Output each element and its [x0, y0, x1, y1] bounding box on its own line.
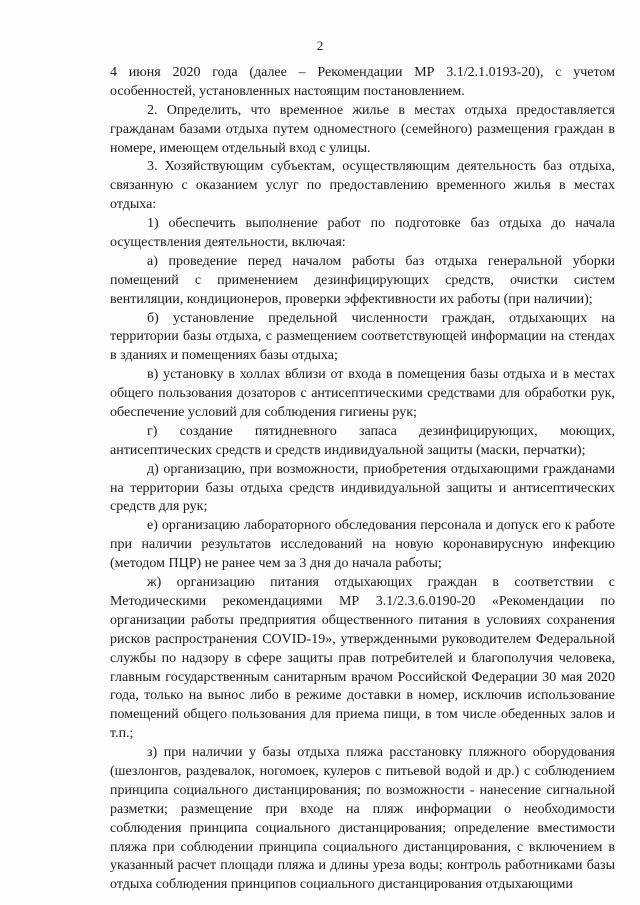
paragraph-subitem-e: е) организацию лабораторного обследования персонала и допуск его к работе при наличии результатов исследований на новую коронавирусную инфекцию (методом ПЦР) не ранее чем за 3 дня до начала работы;: [110, 518, 615, 572]
paragraph-subitem-b: б) установление предельной численности граждан, отдыхающих на территории базы отдыха, с размещением соответствующей информации на стендах в зданиях и помещениях базы отдыха;: [110, 310, 615, 364]
page-number: 2: [316, 38, 324, 53]
paragraph-continuation: 4 июня 2020 года (далее – Рекомендации МР 3.1/2.1.0193-20), с учетом особенностей, установленных настоящим постановлением.: [110, 65, 615, 99]
document-body: [110, 64, 615, 895]
paragraph-subitem-z: з) при наличии у базы отдыха пляжа расстановку пляжного оборудования (шезлонгов, раздевалок, ногомоек, кулеров с питьевой водой и др.) с соблюдением принципа социального дистанцирования; по возможности - нанесение сигнальной разметки; размещение при входе на пляж информации о необходимости соблюдения принципа социального дистанцирования; определение вместимости пляжа при соблюдении принципа социального дистанцирования, с включением в указанный расчет площади пляжа и длины уреза воды; контроль работниками базы отдыха соблюдения принципов социального дистанцирования отдыхающими: [110, 745, 615, 893]
paragraph-subitem-1: 1) обеспечить выполнение работ по подготовке баз отдыха до начала осуществления деятельности, включая:: [110, 216, 615, 251]
paragraph-item-3: 3. Хозяйствующим субъектам, осуществляющим деятельность баз отдыха, связанную с оказанием услуг по предоставлению временного жилья в местах отдыха:: [110, 159, 615, 213]
paragraph-subitem-g: г) создание пятидневного запаса дезинфицирующих, моющих, антисептических средств и средств индивидуальной защиты (маски, перчатки);: [110, 423, 615, 458]
paragraph-item-2: 2. Определить, что временное жилье в местах отдыха предоставляется гражданам базами отдыха путем одноместного (семейного) размещения граждан в номере, имеющем отдельный вход с улицы.: [110, 102, 615, 156]
paragraph-subitem-zh: ж) организацию питания отдыхающих граждан в соответствии с Методическими рекомендациями МР 3.1/2.3.6.0190-20 «Рекомендации по организации работы предприятия общественного питания в условиях сохранения рисков распространения COVID-19», утвержденными руководителем Федеральной службы по надзору в сфере защиты прав потребителей и благополучия человека, главным государственным санитарным врачом Российской Федерации 30 мая 2020 года, только на вынос либо в режиме доставки в номер, исключив использование помещений общего пользования для приема пищи, в том числе обеденных залов и т.п.;: [110, 575, 615, 742]
paragraph-subitem-a: а) проведение перед началом работы баз отдыха генеральной уборки помещений с применением дезинфицирующих средств, очистки систем вентиляции, кондиционеров, проверки эффективности их работы (при наличии);: [110, 253, 615, 307]
paragraph-subitem-d: д) организацию, при возможности, приобретения отдыхающими гражданами на территории базы отдыха средств индивидуальной защиты и антисептических средств для рук;: [110, 461, 615, 515]
paragraph-subitem-v: в) установку в холлах вблизи от входа в помещения базы отдыха и в местах общего пользования дозаторов с антисептическими средствами для обработки рук, обеспечение условий для соблюдения гигиены рук;: [110, 367, 615, 421]
